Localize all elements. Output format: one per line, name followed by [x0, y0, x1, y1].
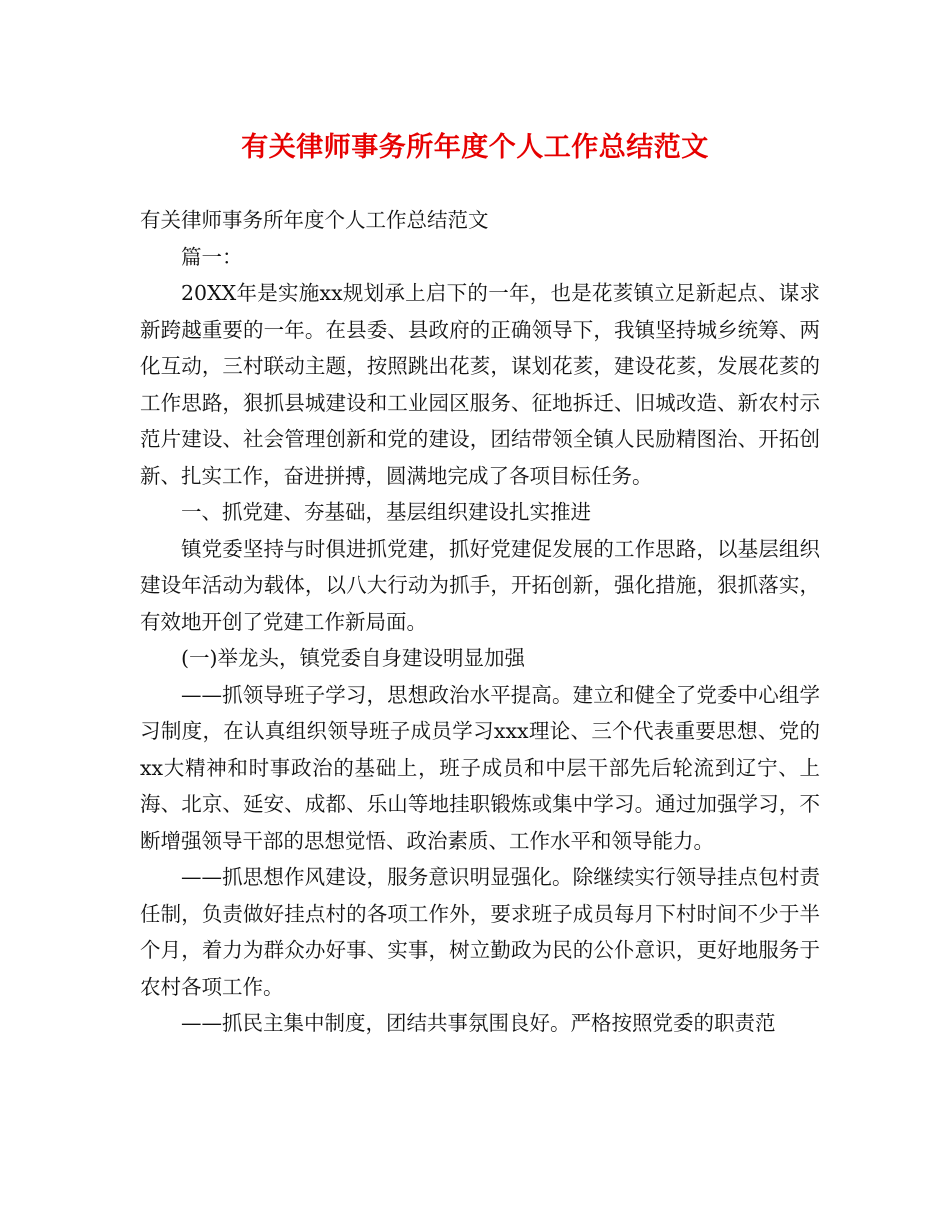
section-heading: 一、抓党建、夯基础，基层组织建设扎实推进	[181, 500, 591, 524]
paragraph: 镇党委坚持与时俱进抓党建，抓好党建促发展的工作思路，以基层组织建设年活动为载体，以八大行动为抓手，开拓创新，强化措施，狠抓落实，有效地开创了党建工作新局面。	[140, 536, 820, 634]
paragraph: 有关律师事务所年度个人工作总结范文	[140, 208, 489, 232]
document-body	[140, 202, 820, 1042]
paragraph: ——抓民主集中制度，团结共事氛围良好。严格按照党委的职责范	[181, 1011, 776, 1035]
paragraph: ——抓思想作风建设，服务意识明显强化。除继续实行领导挂点包村责任制，负责做好挂点村的各项工作外，要求班子成员每月下村时间不少于半个月，着力为群众办好事、实事，树立勤政为民的公仆意识，更好地服务于农村各项工作。	[140, 865, 820, 999]
paragraph: 篇一：	[181, 244, 243, 269]
paragraph: ——抓领导班子学习，思想政治水平提高。建立和健全了党委中心组学习制度，在认真组织领导班子成员学习xxx理论、三个代表重要思想、党的xx大精神和时事政治的基础上，班子成员和中层干部先后轮流到辽宁、上海、北京、延安、成都、乐山等地挂职锻炼或集中学习。通过加强学习，不断增强领导干部的思想觉悟、政治素质、工作水平和领导能力。	[140, 682, 820, 853]
document-title: 有关律师事务所年度个人工作总结范文	[241, 132, 709, 163]
subsection-heading: (一)举龙头，镇党委自身建设明显加强	[181, 646, 525, 670]
paragraph: 20XX年是实施xx规划承上启下的一年，也是花荄镇立足新起点、谋求新跨越重要的一年。在县委、县政府的正确领导下，我镇坚持城乡统筹、两化互动，三村联动主题，按照跳出花荄，谋划花荄，建设花荄，发展花荄的工作思路，狠抓县城建设和工业园区服务、征地拆迁、旧城改造、新农村示范片建设、社会管理创新和党的建设，团结带领全镇人民励精图治、开拓创新、扎实工作，奋进拼搏，圆满地完成了各项目标任务。	[140, 281, 820, 488]
